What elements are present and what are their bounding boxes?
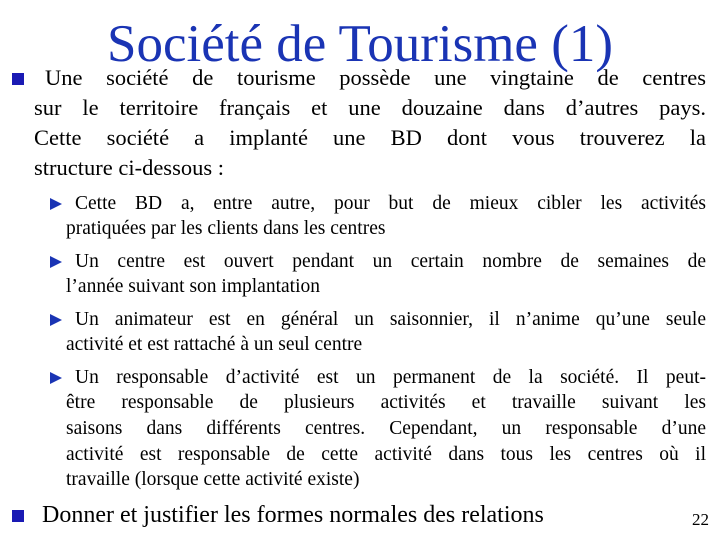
page-number: 22: [692, 510, 709, 529]
sub-bullet-line: activité et est rattaché à un seul centre: [66, 334, 363, 355]
sub-bullet-line: pratiquées par les clients dans les centres: [66, 218, 386, 239]
slide-title: Société de Tourisme (1): [106, 15, 614, 73]
sub-bullet-line: Cette BD a, entre autre, pour but de mieux cibler les activités: [75, 193, 706, 214]
bullet-triangle-icon: [50, 198, 62, 210]
sub-bullet-line: travaille (lorsque cette activité existe): [66, 469, 360, 490]
bullet-triangle-icon: [50, 256, 62, 268]
question-text: Donner et justifier les formes normales des relations: [42, 502, 544, 528]
intro-line: structure ci-dessous :: [34, 155, 224, 180]
bullet-triangle-icon: [50, 314, 62, 326]
bullet-square-icon: [12, 510, 24, 522]
sub-bullet-line: activité est responsable de cette activité dans tous les centres où il: [66, 444, 706, 465]
bullet-triangle-icon: [50, 372, 62, 384]
intro-line: sur le territoire français et une douzaine dans d’autres pays.: [34, 95, 706, 120]
bullet-square-icon: [12, 73, 24, 85]
intro-line: Cette société a implanté une BD dont vous trouverez la: [34, 125, 706, 150]
sub-bullet-line: Un responsable d’activité est un permanent de la société. Il peut-: [75, 367, 706, 388]
sub-bullet-line: saisons dans différents centres. Cependant, un responsable d’une: [66, 418, 706, 439]
sub-bullet-line: Un animateur est en général un saisonnier, il n’anime qu’une seule: [75, 309, 706, 330]
sub-bullet-line: Un centre est ouvert pendant un certain nombre de semaines de: [75, 251, 706, 272]
sub-bullet-line: être responsable de plusieurs activités et travaille suivant les: [66, 392, 706, 413]
sub-bullet-line: l’année suivant son implantation: [66, 276, 320, 297]
intro-line: Une société de tourisme possède une vingtaine de centres: [45, 65, 706, 90]
